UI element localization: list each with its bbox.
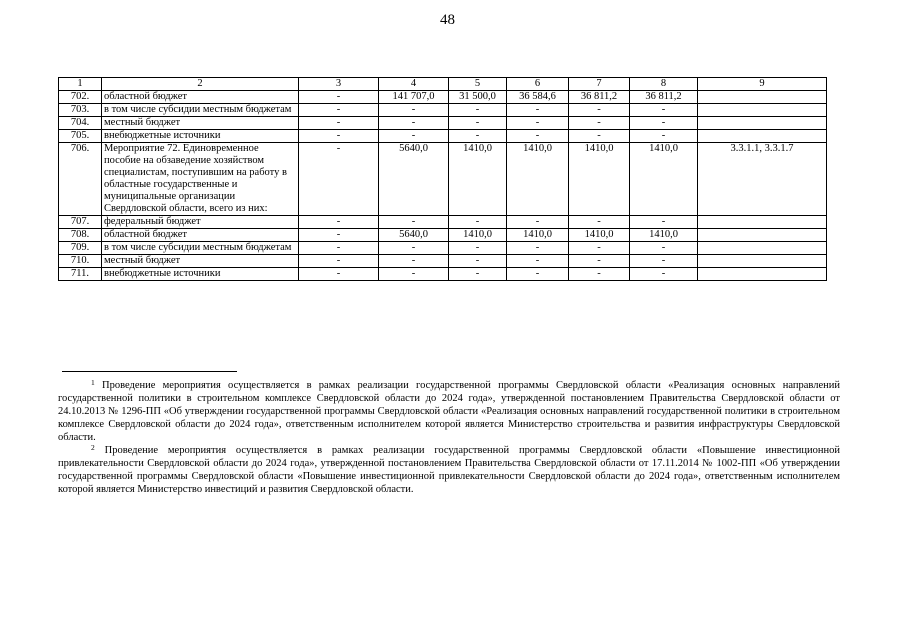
table-row bbox=[59, 268, 827, 281]
cell-col7: - bbox=[569, 242, 630, 255]
cell-col8: - bbox=[630, 130, 698, 143]
cell-col8: - bbox=[630, 268, 698, 281]
cell-col4: - bbox=[379, 268, 449, 281]
footnote-2 bbox=[58, 444, 840, 496]
row-number: 706. bbox=[59, 143, 102, 216]
row-number: 709. bbox=[59, 242, 102, 255]
table-row bbox=[59, 91, 827, 104]
cell-col9 bbox=[698, 104, 827, 117]
table-row bbox=[59, 255, 827, 268]
column-header-2: 2 bbox=[102, 78, 299, 91]
footnote-text: Проведение мероприятия осуществляется в рамках реализации государственной программы Свердловской области «Повышение инвестиционной привлекательности Свердловской области до 2024 года», утвержденной постановлением Правительства Свердловской области от 17.11.2014 № 1002-ПП «Об утверждении государственной программы Свердловской области «Повышение инвестиционной привлекательности Свердловской области до 2024 года», ответственным исполнителем которой является Министерство инвестиций и развития Свердловской области. bbox=[58, 445, 841, 495]
cell-col8: 36 811,2 bbox=[630, 91, 698, 104]
footnote-separator bbox=[62, 371, 237, 372]
table-row bbox=[59, 242, 827, 255]
cell-col7: - bbox=[569, 130, 630, 143]
cell-col7: - bbox=[569, 117, 630, 130]
footnote-text: Проведение мероприятия осуществляется в рамках реализации государственной программы Свердловской области «Реализация основных направлений государственной политики в строительном комплексе Свердловской области до 2024 года», утвержденной постановлением Правительства Свердловской области от 24.10.2013 № 1296-ПП «Об утверждении государственной программы Свердловской области «Реализация основных направлений государственной политики в строительном комплексе Свердловской области до 2024 года», ответственным исполнителем которой является Министерство строительства и развития инфраструктуры Свердловской области. bbox=[58, 380, 841, 443]
row-name: областной бюджет bbox=[102, 229, 299, 242]
row-name: внебюджетные источники bbox=[102, 268, 299, 281]
cell-col4: - bbox=[379, 130, 449, 143]
cell-col6: 1410,0 bbox=[507, 143, 569, 216]
row-name: в том числе субсидии местным бюджетам bbox=[102, 104, 299, 117]
row-name: федеральный бюджет bbox=[102, 216, 299, 229]
cell-col6: 1410,0 bbox=[507, 229, 569, 242]
cell-col8: 1410,0 bbox=[630, 229, 698, 242]
row-number: 710. bbox=[59, 255, 102, 268]
cell-col4: - bbox=[379, 216, 449, 229]
table-header-row bbox=[59, 78, 827, 91]
column-header-7: 7 bbox=[569, 78, 630, 91]
cell-col9 bbox=[698, 117, 827, 130]
cell-col5: 1410,0 bbox=[449, 143, 507, 216]
cell-col5: - bbox=[449, 117, 507, 130]
column-header-4: 4 bbox=[379, 78, 449, 91]
column-header-3: 3 bbox=[299, 78, 379, 91]
cell-col3: - bbox=[299, 143, 379, 216]
table-row bbox=[59, 216, 827, 229]
cell-col7: 1410,0 bbox=[569, 229, 630, 242]
cell-col6: - bbox=[507, 117, 569, 130]
cell-col3: - bbox=[299, 242, 379, 255]
cell-col5: - bbox=[449, 130, 507, 143]
column-header-1: 1 bbox=[59, 78, 102, 91]
cell-col6: - bbox=[507, 268, 569, 281]
cell-col3: - bbox=[299, 268, 379, 281]
cell-col5: - bbox=[449, 104, 507, 117]
cell-col8: 1410,0 bbox=[630, 143, 698, 216]
cell-col7: - bbox=[569, 268, 630, 281]
cell-col8: - bbox=[630, 216, 698, 229]
row-number: 704. bbox=[59, 117, 102, 130]
cell-col7: - bbox=[569, 255, 630, 268]
cell-col4: - bbox=[379, 117, 449, 130]
cell-col3: - bbox=[299, 216, 379, 229]
cell-col4: - bbox=[379, 255, 449, 268]
cell-col3: - bbox=[299, 104, 379, 117]
row-name: местный бюджет bbox=[102, 117, 299, 130]
footnote-mark: 1 bbox=[91, 378, 95, 387]
cell-col7: - bbox=[569, 104, 630, 117]
row-number: 705. bbox=[59, 130, 102, 143]
cell-col5: - bbox=[449, 242, 507, 255]
row-number: 711. bbox=[59, 268, 102, 281]
table-row bbox=[59, 104, 827, 117]
row-name: Мероприятие 72. Единовременное пособие на обзаведение хозяйством специалистам, поступившим на работу в областные государственные и муниципальные организации Свердловской области, всего из них: bbox=[102, 143, 299, 216]
table-row bbox=[59, 229, 827, 242]
cell-col8: - bbox=[630, 104, 698, 117]
row-name: в том числе субсидии местным бюджетам bbox=[102, 242, 299, 255]
cell-col8: - bbox=[630, 255, 698, 268]
cell-col6: - bbox=[507, 216, 569, 229]
cell-col8: - bbox=[630, 242, 698, 255]
footnote-mark: 2 bbox=[91, 443, 95, 452]
row-number: 707. bbox=[59, 216, 102, 229]
column-header-8: 8 bbox=[630, 78, 698, 91]
cell-col5: 1410,0 bbox=[449, 229, 507, 242]
cell-col6: 36 584,6 bbox=[507, 91, 569, 104]
cell-col4: 5640,0 bbox=[379, 229, 449, 242]
cell-col9 bbox=[698, 216, 827, 229]
cell-col5: - bbox=[449, 216, 507, 229]
budget-table bbox=[58, 77, 827, 281]
cell-col3: - bbox=[299, 255, 379, 268]
cell-col9 bbox=[698, 242, 827, 255]
cell-col5: - bbox=[449, 255, 507, 268]
cell-col9: 3.3.1.1, 3.3.1.7 bbox=[698, 143, 827, 216]
cell-col6: - bbox=[507, 104, 569, 117]
row-number: 702. bbox=[59, 91, 102, 104]
cell-col9 bbox=[698, 268, 827, 281]
cell-col6: - bbox=[507, 255, 569, 268]
table-row bbox=[59, 143, 827, 216]
row-name: местный бюджет bbox=[102, 255, 299, 268]
cell-col3: - bbox=[299, 130, 379, 143]
row-name: областной бюджет bbox=[102, 91, 299, 104]
cell-col6: - bbox=[507, 242, 569, 255]
cell-col3: - bbox=[299, 91, 379, 104]
column-header-6: 6 bbox=[507, 78, 569, 91]
cell-col3: - bbox=[299, 229, 379, 242]
cell-col4: 5640,0 bbox=[379, 143, 449, 216]
cell-col4: 141 707,0 bbox=[379, 91, 449, 104]
footnote-1 bbox=[58, 379, 840, 444]
footnotes bbox=[58, 371, 840, 496]
cell-col6: - bbox=[507, 130, 569, 143]
column-header-5: 5 bbox=[449, 78, 507, 91]
table-row bbox=[59, 130, 827, 143]
cell-col7: - bbox=[569, 216, 630, 229]
cell-col5: - bbox=[449, 268, 507, 281]
cell-col9 bbox=[698, 229, 827, 242]
table-row bbox=[59, 117, 827, 130]
column-header-9: 9 bbox=[698, 78, 827, 91]
page-number: 48 bbox=[440, 12, 455, 28]
cell-col9 bbox=[698, 255, 827, 268]
row-name: внебюджетные источники bbox=[102, 130, 299, 143]
cell-col3: - bbox=[299, 117, 379, 130]
cell-col9 bbox=[698, 130, 827, 143]
cell-col7: 36 811,2 bbox=[569, 91, 630, 104]
row-number: 708. bbox=[59, 229, 102, 242]
cell-col4: - bbox=[379, 104, 449, 117]
table-body bbox=[59, 78, 827, 281]
cell-col7: 1410,0 bbox=[569, 143, 630, 216]
cell-col5: 31 500,0 bbox=[449, 91, 507, 104]
cell-col4: - bbox=[379, 242, 449, 255]
row-number: 703. bbox=[59, 104, 102, 117]
cell-col8: - bbox=[630, 117, 698, 130]
cell-col9 bbox=[698, 91, 827, 104]
